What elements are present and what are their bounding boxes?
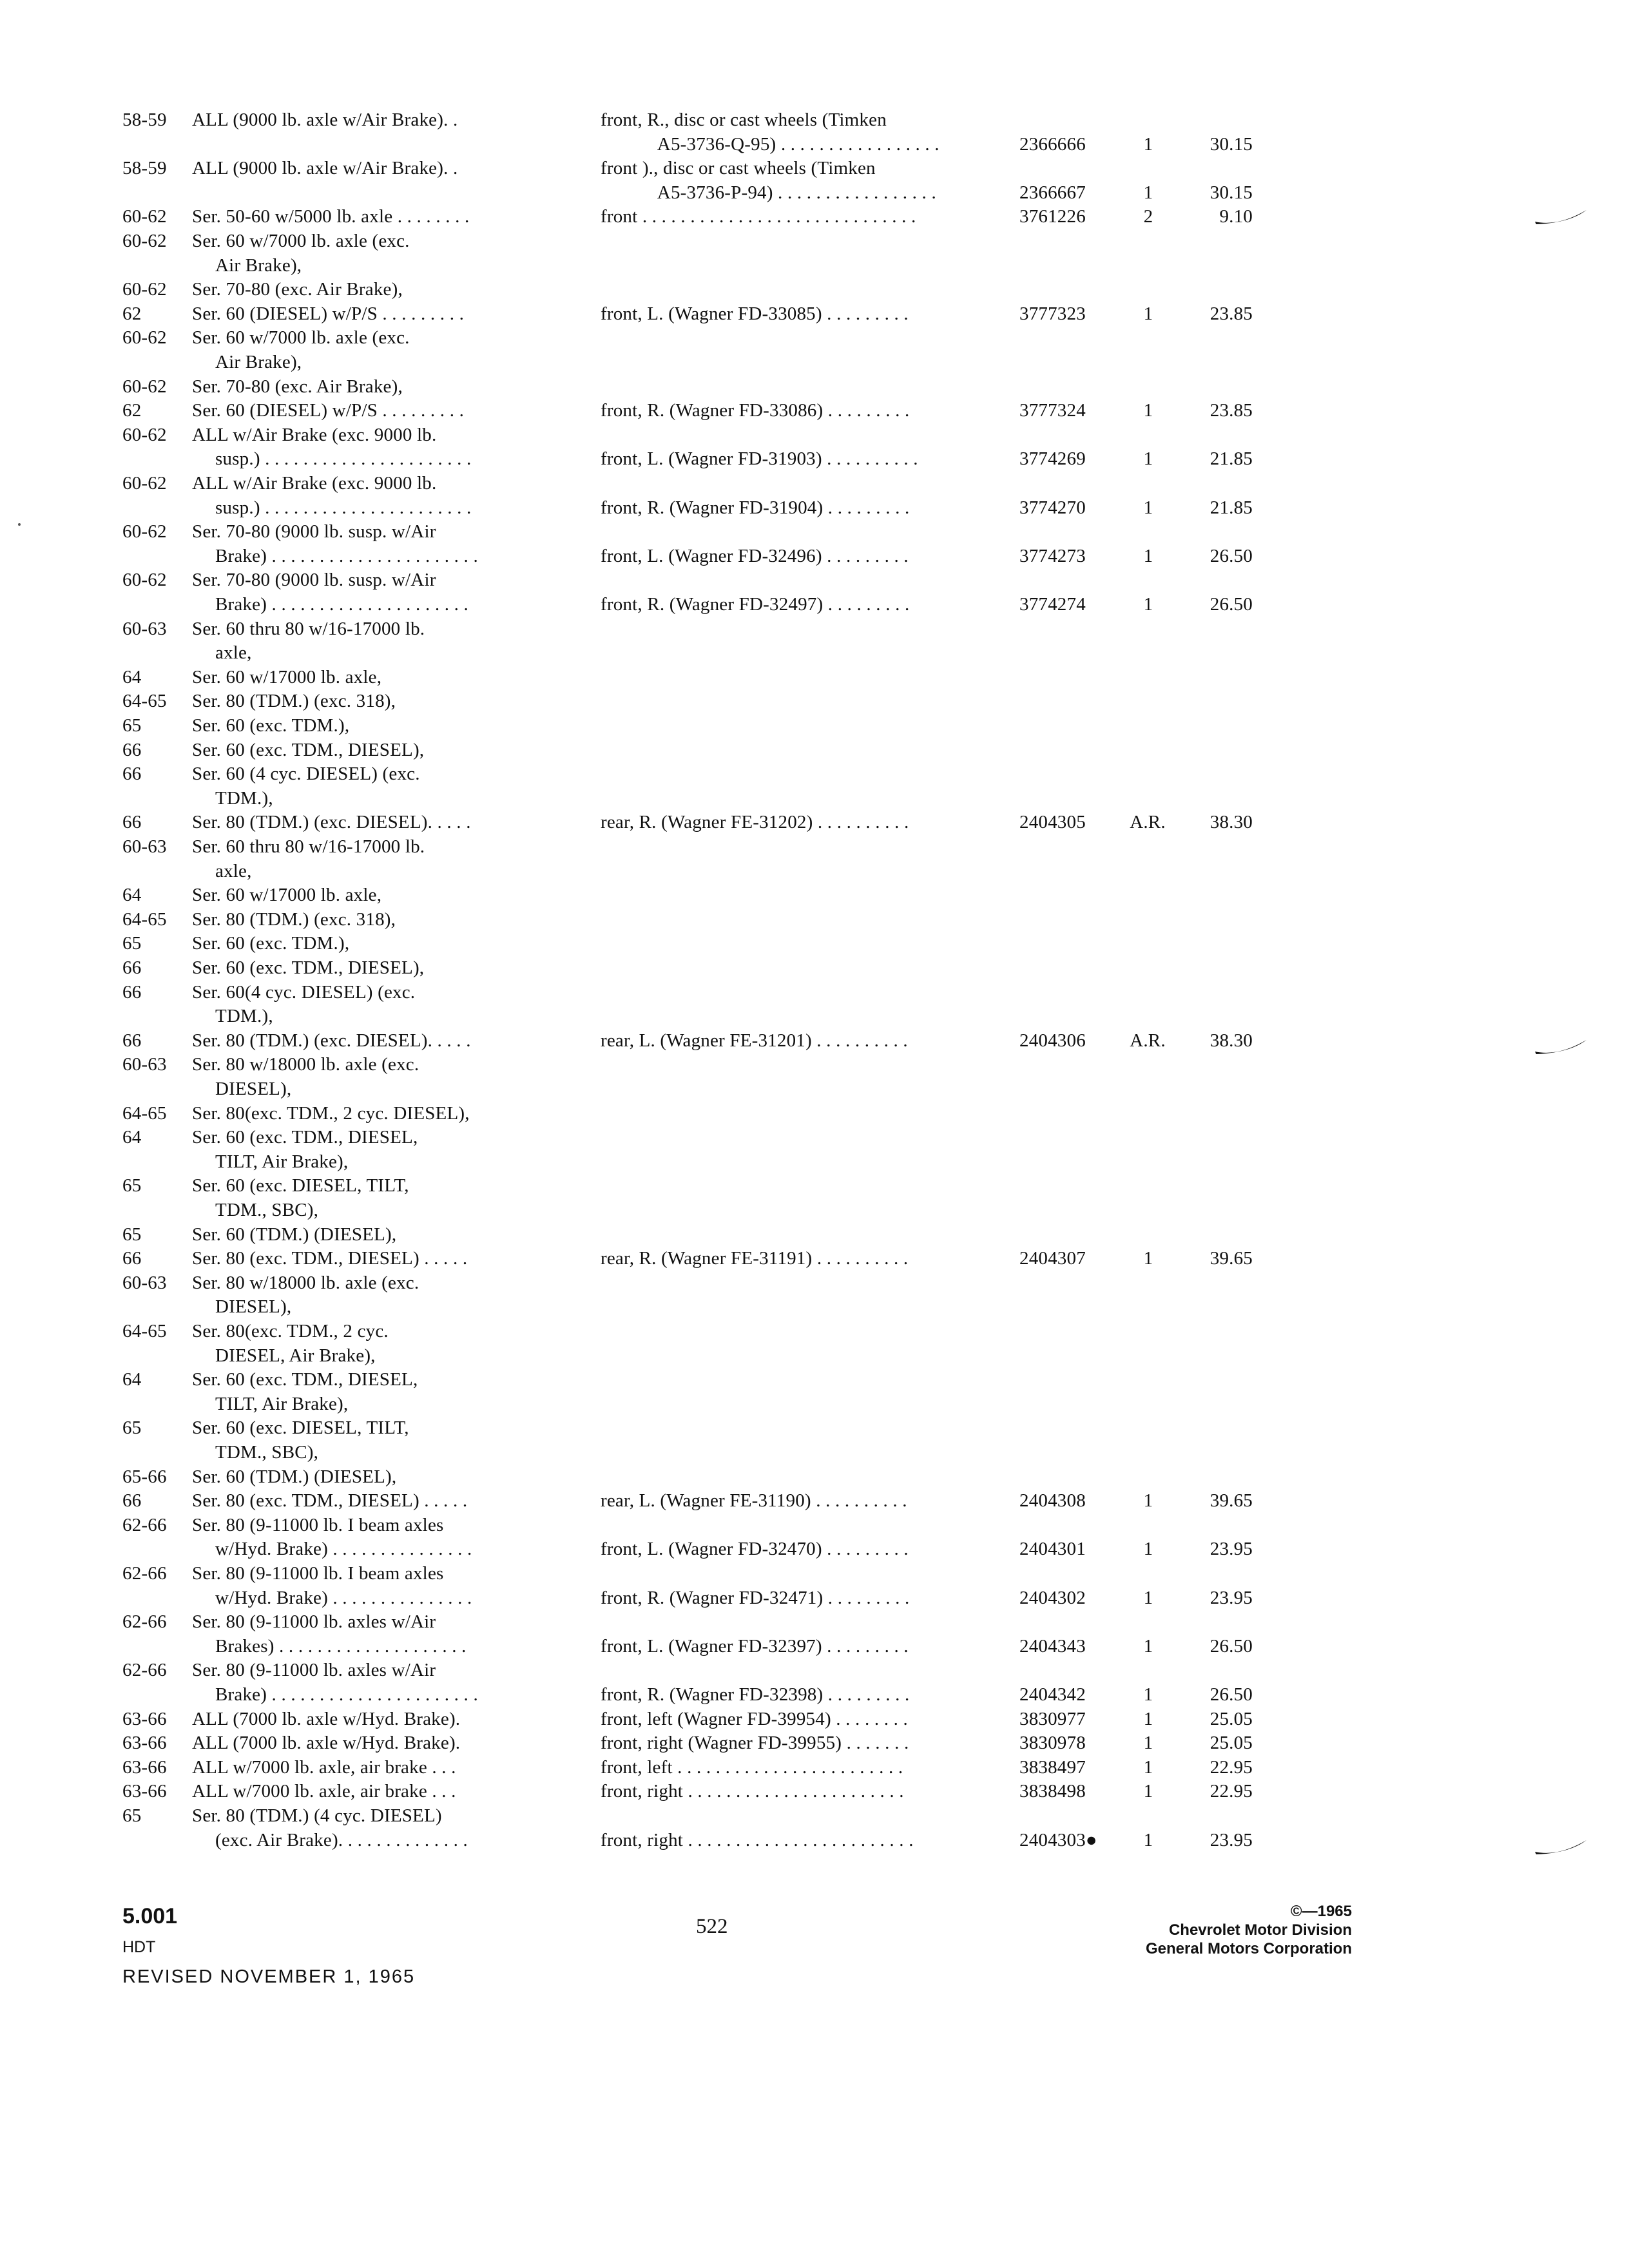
table-row	[0, 205, 1629, 228]
description: front, L. (Wagner FD-32496) . . . . . . . . .	[601, 546, 909, 566]
price: 26.50	[1210, 546, 1253, 566]
price: 38.30	[1210, 1030, 1253, 1051]
table-row	[0, 1586, 1629, 1610]
model-year: 64-65	[122, 1103, 167, 1124]
table-row	[0, 1804, 1629, 1827]
model-year: 60-62	[122, 473, 167, 494]
quantity: A.R.	[1130, 1030, 1166, 1051]
table-row	[0, 520, 1629, 543]
application: Air Brake),	[215, 255, 302, 276]
model-year: 60-62	[122, 521, 167, 542]
description: front, R. (Wagner FD-32471) . . . . . . . . .	[601, 1588, 910, 1608]
application: Ser. 70-80 (9000 lb. susp. w/Air	[192, 570, 436, 590]
table-row	[0, 714, 1629, 737]
description: A5-3736-Q-95) . . . . . . . . . . . . . . . . .	[601, 134, 940, 155]
table-row	[0, 326, 1629, 349]
application: TDM.),	[215, 788, 273, 809]
model-year: 65	[122, 933, 142, 954]
application: Ser. 80 (exc. TDM., DIESEL) . . . . .	[192, 1490, 468, 1511]
application: ALL w/Air Brake (exc. 9000 lb.	[192, 425, 437, 445]
application: DIESEL),	[215, 1079, 292, 1099]
description: front )., disc or cast wheels (Timken	[601, 158, 876, 178]
quantity: 1	[1143, 1248, 1153, 1269]
table-row	[0, 1780, 1629, 1803]
table-row	[0, 762, 1629, 785]
description: front, right . . . . . . . . . . . . . . . . . . . . . . .	[601, 1781, 904, 1802]
description: rear, R. (Wagner FE-31191) . . . . . . . . . .	[601, 1248, 909, 1269]
part-number: 3830977	[1019, 1709, 1086, 1729]
description: front, R. (Wagner FD-31904) . . . . . . . . .	[601, 497, 910, 518]
table-row	[0, 835, 1629, 858]
description: front, left (Wagner FD-39954) . . . . . . . .	[601, 1709, 909, 1729]
table-row	[0, 133, 1629, 156]
part-number: 2404305	[1019, 812, 1086, 832]
table-row	[0, 1102, 1629, 1125]
corporation-name: General Motors Corporation	[1145, 1940, 1352, 1957]
application: Ser. 80 (TDM.) (exc. 318),	[192, 691, 396, 711]
publisher-block	[1146, 1902, 1352, 1958]
application: Ser. 60 w/17000 lb. axle,	[192, 885, 382, 905]
revision-date: REVISED NOVEMBER 1, 1965	[122, 1966, 416, 1987]
model-year: 62-66	[122, 1611, 167, 1632]
model-year: 64-65	[122, 1321, 167, 1341]
application: Ser. 60 thru 80 w/16-17000 lb.	[192, 836, 425, 857]
application: TDM.),	[215, 1006, 273, 1026]
application: ALL w/Air Brake (exc. 9000 lb.	[192, 473, 437, 494]
price: 26.50	[1210, 594, 1253, 615]
table-row	[0, 1707, 1629, 1731]
model-year: 60-63	[122, 619, 167, 639]
section-code: 5.001	[122, 1904, 178, 1928]
application: Ser. 80 (9-11000 lb. axles w/Air	[192, 1611, 436, 1632]
table-row	[0, 1344, 1629, 1367]
application: susp.) . . . . . . . . . . . . . . . . . . . . . .	[215, 497, 472, 518]
table-row	[0, 1441, 1629, 1464]
price: 38.30	[1210, 812, 1253, 832]
table-row	[0, 1416, 1629, 1439]
part-number: 2404307	[1019, 1248, 1086, 1269]
application: ALL w/7000 lb. axle, air brake . . .	[192, 1757, 456, 1778]
table-row	[0, 1731, 1629, 1754]
application: Ser. 70-80 (exc. Air Brake),	[192, 279, 403, 300]
part-number: 2404306	[1019, 1030, 1086, 1051]
quantity: A.R.	[1130, 812, 1166, 832]
application: Ser. 80 (9-11000 lb. I beam axles	[192, 1563, 444, 1584]
model-year: 63-66	[122, 1733, 167, 1753]
table-row	[0, 1562, 1629, 1585]
application: Ser. 60 (exc. TDM.),	[192, 715, 350, 736]
quantity: 1	[1143, 594, 1153, 615]
table-row	[0, 1029, 1629, 1052]
model-year: 64-65	[122, 691, 167, 711]
table-row	[0, 1610, 1629, 1633]
table-row	[0, 1053, 1629, 1076]
application: Ser. 60 (exc. TDM., DIESEL),	[192, 740, 425, 760]
binder-hole-mark	[1532, 1838, 1589, 1860]
table-row	[0, 568, 1629, 591]
table-row	[0, 1829, 1629, 1852]
application: TILT, Air Brake),	[215, 1151, 349, 1172]
table-row	[0, 1635, 1629, 1658]
table-row	[0, 1223, 1629, 1246]
application: Ser. 60 w/7000 lb. axle (exc.	[192, 231, 410, 251]
table-row	[0, 593, 1629, 616]
application: Brake) . . . . . . . . . . . . . . . . . . . . .	[215, 594, 469, 615]
application: Ser. 80 (TDM.) (4 cyc. DIESEL)	[192, 1805, 442, 1826]
description: front, right . . . . . . . . . . . . . . . . . . . . . . . .	[601, 1830, 914, 1850]
binder-hole-mark	[1532, 207, 1589, 229]
table-row	[0, 1489, 1629, 1512]
price: 23.95	[1210, 1830, 1253, 1850]
application: Ser. 60 thru 80 w/16-17000 lb.	[192, 619, 425, 639]
application: axle,	[215, 642, 252, 663]
quantity: 1	[1143, 1709, 1153, 1729]
description: front, R. (Wagner FD-33086) . . . . . . . . .	[601, 400, 910, 421]
model-year: 62	[122, 303, 142, 324]
quantity: 1	[1143, 1733, 1153, 1753]
application: Ser. 70-80 (exc. Air Brake),	[192, 376, 403, 397]
application: Ser. 80(exc. TDM., 2 cyc.	[192, 1321, 389, 1341]
model-year: 60-62	[122, 376, 167, 397]
table-row	[0, 1392, 1629, 1416]
application: TDM., SBC),	[215, 1200, 319, 1220]
model-year: 60-62	[122, 206, 167, 227]
part-number: 2404308	[1019, 1490, 1086, 1511]
quantity: 1	[1143, 400, 1153, 421]
model-year: 65	[122, 1175, 142, 1196]
table-row	[0, 883, 1629, 907]
price: 21.85	[1210, 497, 1253, 518]
model-year: 60-63	[122, 1273, 167, 1293]
model-year: 64	[122, 885, 142, 905]
table-row	[0, 423, 1629, 447]
model-year: 66	[122, 764, 142, 784]
price: 23.85	[1210, 400, 1253, 421]
application: TDM., SBC),	[215, 1442, 319, 1463]
division-name: Chevrolet Motor Division	[1168, 1921, 1352, 1939]
table-row	[0, 108, 1629, 131]
quantity: 1	[1143, 303, 1153, 324]
part-number: 3774269	[1019, 448, 1086, 469]
price: 23.95	[1210, 1539, 1253, 1559]
table-row	[0, 1537, 1629, 1561]
description: A5-3736-P-94) . . . . . . . . . . . . . . . . .	[601, 182, 936, 203]
model-year: 64-65	[122, 909, 167, 930]
part-number: 2404301	[1019, 1539, 1086, 1559]
model-year: 62	[122, 400, 142, 421]
description: rear, L. (Wagner FE-31190) . . . . . . . . . .	[601, 1490, 907, 1511]
model-year: 65	[122, 1805, 142, 1826]
copyright: ©—1965	[1290, 1903, 1352, 1920]
model-year: 63-66	[122, 1757, 167, 1778]
part-number: 2404303●	[1019, 1830, 1097, 1850]
model-year: 62-66	[122, 1515, 167, 1535]
application: TILT, Air Brake),	[215, 1394, 349, 1414]
model-year: 66	[122, 1490, 142, 1511]
application: Ser. 60 (exc. TDM., DIESEL),	[192, 957, 425, 978]
model-year: 64	[122, 1127, 142, 1148]
description: front, R. (Wagner FD-32497) . . . . . . . . .	[601, 594, 910, 615]
application: DIESEL, Air Brake),	[215, 1345, 376, 1366]
part-number: 2404342	[1019, 1684, 1086, 1705]
application: w/Hyd. Brake) . . . . . . . . . . . . . . .	[215, 1588, 472, 1608]
application: Ser. 70-80 (9000 lb. susp. w/Air	[192, 521, 436, 542]
application: Ser. 60 (4 cyc. DIESEL) (exc.	[192, 764, 420, 784]
model-year: 60-62	[122, 425, 167, 445]
model-year: 66	[122, 812, 142, 832]
table-row	[0, 1174, 1629, 1197]
table-row	[0, 787, 1629, 810]
table-row	[0, 229, 1629, 253]
model-year: 66	[122, 740, 142, 760]
table-row	[0, 1368, 1629, 1391]
part-number: 3838498	[1019, 1781, 1086, 1802]
quantity: 1	[1143, 1830, 1153, 1850]
application: Ser. 60 (exc. TDM., DIESEL,	[192, 1127, 418, 1148]
model-year: 65	[122, 715, 142, 736]
model-year: 65	[122, 1224, 142, 1245]
application: Air Brake),	[215, 352, 302, 372]
table-row	[0, 496, 1629, 519]
binder-hole-mark	[1532, 1037, 1589, 1059]
table-row	[0, 351, 1629, 374]
table-row	[0, 738, 1629, 762]
application: Ser. 60 w/17000 lb. axle,	[192, 667, 382, 687]
part-number: 3774273	[1019, 546, 1086, 566]
application: Ser. 60 (exc. TDM., DIESEL,	[192, 1369, 418, 1390]
table-row	[0, 956, 1629, 979]
application: Ser. 80 w/18000 lb. axle (exc.	[192, 1054, 419, 1075]
table-row	[0, 181, 1629, 204]
price: 22.95	[1210, 1781, 1253, 1802]
application: ALL w/7000 lb. axle, air brake . . .	[192, 1781, 456, 1802]
quantity: 1	[1143, 182, 1153, 203]
application: (exc. Air Brake). . . . . . . . . . . . . .	[215, 1830, 468, 1850]
quantity: 1	[1143, 497, 1153, 518]
model-year: 62-66	[122, 1563, 167, 1584]
table-row	[0, 1247, 1629, 1270]
price: 30.15	[1210, 182, 1253, 203]
price: 9.10	[1219, 206, 1253, 227]
table-row	[0, 302, 1629, 325]
application: Ser. 80 w/18000 lb. axle (exc.	[192, 1273, 419, 1293]
price: 39.65	[1210, 1248, 1253, 1269]
table-row	[0, 860, 1629, 883]
application: Ser. 80 (9-11000 lb. I beam axles	[192, 1515, 444, 1535]
table-row	[0, 1683, 1629, 1706]
price: 21.85	[1210, 448, 1253, 469]
table-row	[0, 1514, 1629, 1537]
price: 26.50	[1210, 1684, 1253, 1705]
model-year: 66	[122, 1248, 142, 1269]
table-row	[0, 908, 1629, 931]
quantity: 1	[1143, 134, 1153, 155]
part-number: 2366667	[1019, 182, 1086, 203]
description: front, R. (Wagner FD-32398) . . . . . . . . .	[601, 1684, 910, 1705]
model-year: 58-59	[122, 158, 167, 178]
application: Ser. 80(exc. TDM., 2 cyc. DIESEL),	[192, 1103, 470, 1124]
model-year: 60-62	[122, 570, 167, 590]
application: Ser. 60(4 cyc. DIESEL) (exc.	[192, 982, 416, 1003]
table-row	[0, 1756, 1629, 1779]
part-number: 2404343	[1019, 1636, 1086, 1657]
quantity: 1	[1143, 1684, 1153, 1705]
quantity: 1	[1143, 546, 1153, 566]
application: Ser. 60 (exc. TDM.),	[192, 933, 350, 954]
model-year: 63-66	[122, 1709, 167, 1729]
model-year: 60-62	[122, 231, 167, 251]
page-number: 522	[696, 1915, 728, 1938]
model-year: 65-66	[122, 1466, 167, 1487]
table-row	[0, 447, 1629, 470]
part-number: 3838497	[1019, 1757, 1086, 1778]
application: axle,	[215, 861, 252, 881]
model-year: 60-62	[122, 279, 167, 300]
application: ALL (7000 lb. axle w/Hyd. Brake).	[192, 1709, 461, 1729]
application: Ser. 60 (DIESEL) w/P/S . . . . . . . . .	[192, 303, 465, 324]
application: susp.) . . . . . . . . . . . . . . . . . . . . . .	[215, 448, 472, 469]
part-number: 3774274	[1019, 594, 1086, 615]
application: Ser. 80 (TDM.) (exc. DIESEL). . . . .	[192, 812, 471, 832]
description: rear, R. (Wagner FE-31202) . . . . . . . . . .	[601, 812, 909, 832]
application: Ser. 60 (DIESEL) w/P/S . . . . . . . . .	[192, 400, 465, 421]
part-number: 3777323	[1019, 303, 1086, 324]
price: 39.65	[1210, 1490, 1253, 1511]
quantity: 1	[1143, 448, 1153, 469]
section-label: HDT	[122, 1938, 156, 1956]
scan-speck	[18, 523, 21, 526]
part-number: 2404302	[1019, 1588, 1086, 1608]
price: 30.15	[1210, 134, 1253, 155]
table-row	[0, 375, 1629, 398]
description: front, L. (Wagner FD-33085) . . . . . . . . .	[601, 303, 909, 324]
application: ALL (9000 lb. axle w/Air Brake). .	[192, 158, 458, 178]
application: Brake) . . . . . . . . . . . . . . . . . . . . . .	[215, 546, 478, 566]
model-year: 62-66	[122, 1660, 167, 1680]
application: Brake) . . . . . . . . . . . . . . . . . . . . . .	[215, 1684, 478, 1705]
table-row	[0, 689, 1629, 713]
quantity: 1	[1143, 1539, 1153, 1559]
description: front, left . . . . . . . . . . . . . . . . . . . . . . . .	[601, 1757, 903, 1778]
quantity: 1	[1143, 1757, 1153, 1778]
application: Brakes) . . . . . . . . . . . . . . . . . . . .	[215, 1636, 467, 1657]
table-row	[0, 1271, 1629, 1294]
application: Ser. 60 (TDM.) (DIESEL),	[192, 1224, 397, 1245]
part-number: 3830978	[1019, 1733, 1086, 1753]
quantity: 1	[1143, 1490, 1153, 1511]
price: 23.85	[1210, 303, 1253, 324]
description: front, right (Wagner FD-39955) . . . . . . .	[601, 1733, 909, 1753]
part-number: 2366666	[1019, 134, 1086, 155]
table-row	[0, 666, 1629, 689]
description: front, L. (Wagner FD-32470) . . . . . . . . .	[601, 1539, 909, 1559]
table-row	[0, 399, 1629, 422]
model-year: 60-62	[122, 327, 167, 348]
table-row	[0, 811, 1629, 834]
model-year: 64	[122, 1369, 142, 1390]
application: DIESEL),	[215, 1296, 292, 1317]
application: Ser. 60 (exc. DIESEL, TILT,	[192, 1418, 409, 1438]
description: front . . . . . . . . . . . . . . . . . . . . . . . . . . . . .	[601, 206, 916, 227]
model-year: 66	[122, 1030, 142, 1051]
quantity: 1	[1143, 1588, 1153, 1608]
part-number: 3761226	[1019, 206, 1086, 227]
table-row	[0, 254, 1629, 277]
table-row	[0, 278, 1629, 301]
part-number: 3774270	[1019, 497, 1086, 518]
application: ALL (7000 lb. axle w/Hyd. Brake).	[192, 1733, 461, 1753]
application: w/Hyd. Brake) . . . . . . . . . . . . . . .	[215, 1539, 472, 1559]
model-year: 64	[122, 667, 142, 687]
application: ALL (9000 lb. axle w/Air Brake). .	[192, 110, 458, 130]
table-row	[0, 1658, 1629, 1682]
table-row	[0, 932, 1629, 955]
table-row	[0, 617, 1629, 640]
application: Ser. 50-60 w/5000 lb. axle . . . . . . . .	[192, 206, 470, 227]
description: front, R., disc or cast wheels (Timken	[601, 110, 887, 130]
application: Ser. 80 (exc. TDM., DIESEL) . . . . .	[192, 1248, 468, 1269]
description: front, L. (Wagner FD-31903) . . . . . . . . . .	[601, 448, 918, 469]
price: 25.05	[1210, 1733, 1253, 1753]
application: Ser. 60 w/7000 lb. axle (exc.	[192, 327, 410, 348]
model-year: 66	[122, 982, 142, 1003]
quantity: 1	[1143, 1636, 1153, 1657]
model-year: 60-63	[122, 1054, 167, 1075]
model-year: 65	[122, 1418, 142, 1438]
model-year: 63-66	[122, 1781, 167, 1802]
model-year: 66	[122, 957, 142, 978]
table-row	[0, 157, 1629, 180]
application: Ser. 60 (exc. DIESEL, TILT,	[192, 1175, 409, 1196]
price: 26.50	[1210, 1636, 1253, 1657]
table-row	[0, 1126, 1629, 1149]
description: front, L. (Wagner FD-32397) . . . . . . . . .	[601, 1636, 909, 1657]
application: Ser. 80 (9-11000 lb. axles w/Air	[192, 1660, 436, 1680]
table-row	[0, 1198, 1629, 1222]
table-row	[0, 641, 1629, 664]
model-year: 60-63	[122, 836, 167, 857]
model-year: 58-59	[122, 110, 167, 130]
table-row	[0, 544, 1629, 568]
table-row	[0, 1295, 1629, 1318]
table-row	[0, 981, 1629, 1004]
price: 25.05	[1210, 1709, 1253, 1729]
table-row	[0, 1465, 1629, 1488]
quantity: 2	[1143, 206, 1153, 227]
price: 23.95	[1210, 1588, 1253, 1608]
table-row	[0, 1320, 1629, 1343]
price: 22.95	[1210, 1757, 1253, 1778]
table-row	[0, 1077, 1629, 1100]
table-row	[0, 1004, 1629, 1028]
application: Ser. 80 (TDM.) (exc. DIESEL). . . . .	[192, 1030, 471, 1051]
application: Ser. 60 (TDM.) (DIESEL),	[192, 1466, 397, 1487]
table-row	[0, 472, 1629, 495]
quantity: 1	[1143, 1781, 1153, 1802]
part-number: 3777324	[1019, 400, 1086, 421]
application: Ser. 80 (TDM.) (exc. 318),	[192, 909, 396, 930]
description: rear, L. (Wagner FE-31201) . . . . . . . . . .	[601, 1030, 908, 1051]
table-row	[0, 1150, 1629, 1173]
